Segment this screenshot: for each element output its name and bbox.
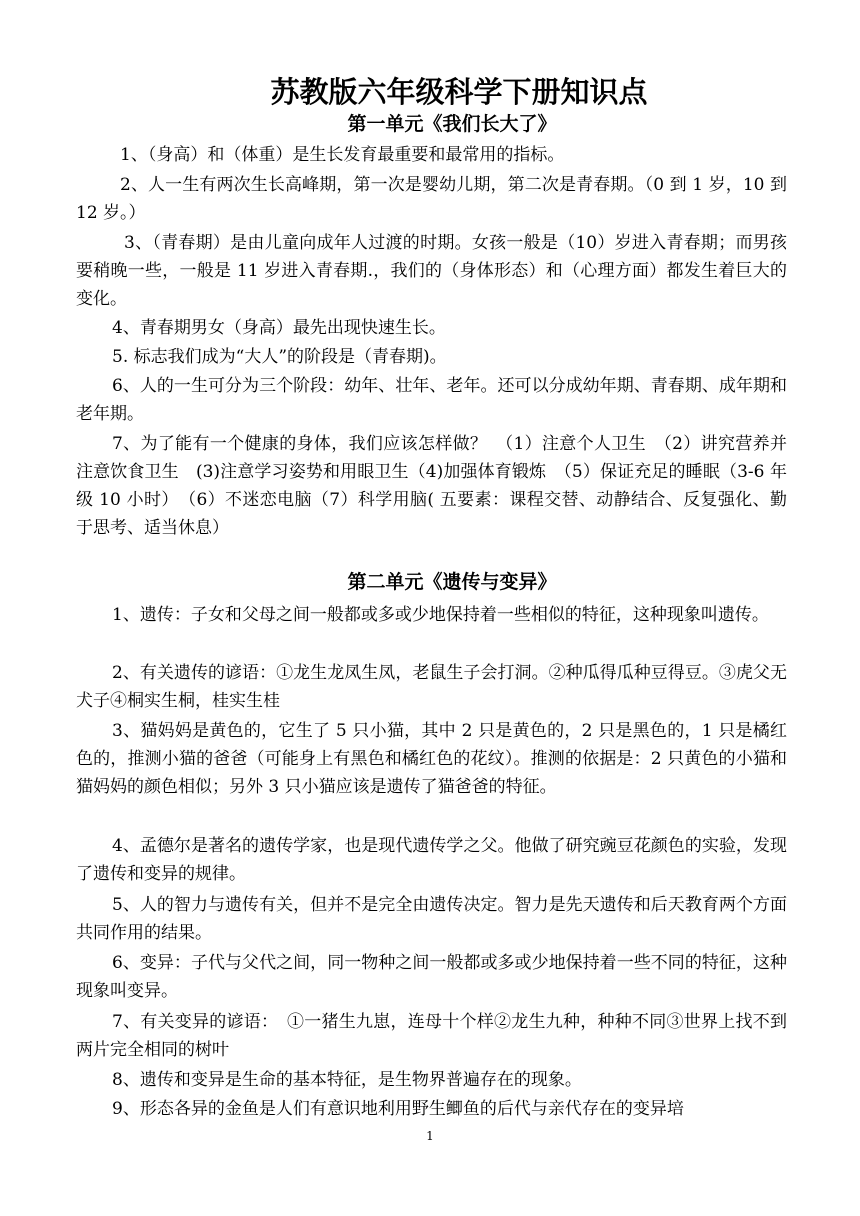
document-title: 苏教版六年级科学下册知识点 xyxy=(270,75,648,109)
unit1-item-6: 6、人的一生可分为三个阶段：幼年、壮年、老年。还可以分成幼年期、青春期、成年期和老年期。 xyxy=(76,376,787,424)
unit1-item-3: 3、（青春期）是由儿童向成年人过渡的时期。女孩一般是（10）岁进入青春期；而男孩要稍晚一些，一般是 11 岁进入青春期.，我们的（身体形态）和（心理方面）都发生着巨大的变化。 xyxy=(76,233,787,309)
unit2-item-2: 2、有关遗传的谚语：①龙生龙凤生凤，老鼠生子会打洞。②种瓜得瓜种豆得豆。③虎父无犬子④桐实生桐，桂实生桂 xyxy=(76,663,787,711)
unit2-heading: 第二单元《遗传与变异》 xyxy=(347,571,557,593)
unit2-item-5: 5、人的智力与遗传有关，但并不是完全由遗传决定。智力是先天遗传和后天教育两个方面共同作用的结果。 xyxy=(76,895,787,943)
unit1-item-7: 7、为了能有一个健康的身体，我们应该怎样做？ （1）注意个人卫生 （2）讲究营养并注意饮食卫生 (3)注意学习姿势和用眼卫生（4)加强体育锻炼 （5）保证充足的睡眠（3-6 年级 10 小时） （6）不迷恋电脑（7）科学用脑( 五要素：课程交替、动静结合、反复强化、勤于思考、适当休息） xyxy=(76,434,787,538)
unit1-item-2: 2、人一生有两次生长高峰期，第一次是婴幼儿期，第二次是青春期。（0 到 1 岁，10 到 12 岁。） xyxy=(76,175,787,223)
unit2-item-9: 9、形态各异的金鱼是人们有意识地利用野生鲫鱼的后代与亲代存在的变异培 xyxy=(112,1099,684,1119)
unit2-item-3: 3、猫妈妈是黄色的，它生了 5 只小猫，其中 2 只是黄色的，2 只是黑色的，1 只是橘红色的，推测小猫的爸爸（可能身上有黑色和橘红色的花纹）。推测的依据是：2 只黄色的小猫和猫妈妈的颜色相似；另外 3 只小猫应该是遗传了猫爸爸的特征。 xyxy=(76,721,787,797)
unit1-item-5: 5. 标志我们成为“大人”的阶段是（青春期)。 xyxy=(112,347,447,367)
unit2-item-4: 4、孟德尔是著名的遗传学家，也是现代遗传学之父。他做了研究豌豆花颜色的实验，发现了遗传和变异的规律。 xyxy=(76,836,787,884)
unit2-item-1: 1、遗传：子女和父母之间一般都或多或少地保持着一些相似的特征，这种现象叫遗传。 xyxy=(112,605,769,625)
unit1-item-4: 4、青春期男女（身高）最先出现快速生长。 xyxy=(112,318,446,338)
unit2-item-6: 6、变异：子代与父代之间，同一物种之间一般都或多或少地保持着一些不同的特征，这种现象叫变异。 xyxy=(76,953,787,1001)
unit1-heading: 第一单元《我们长大了》 xyxy=(347,113,557,135)
unit2-item-8: 8、遗传和变异是生命的基本特征，是生物界普遍存在的现象。 xyxy=(112,1070,582,1090)
unit2-item-7: 7、有关变异的谚语： ①一猪生九崽，连母十个样②龙生九种，种种不同③世界上找不到两片完全相同的树叶 xyxy=(76,1012,787,1060)
page-number: 1 xyxy=(426,1129,434,1143)
unit1-item-1: 1、（身高）和（体重）是生长发育最重要和最常用的指标。 xyxy=(120,145,565,165)
